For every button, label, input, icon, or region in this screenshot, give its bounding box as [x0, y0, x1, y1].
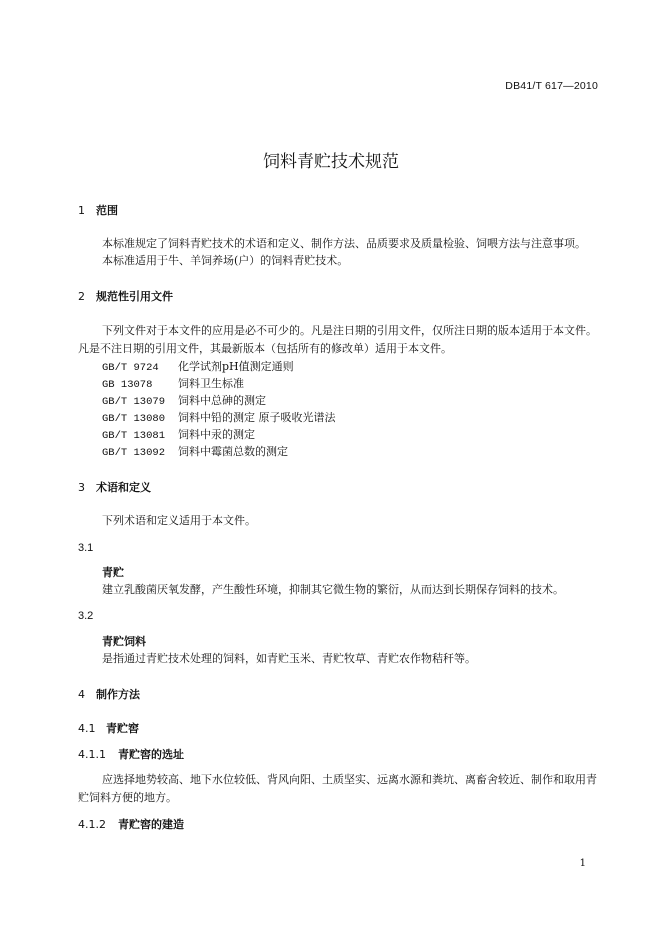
section-title: 制作方法 — [96, 688, 140, 701]
reference-code: GB/T 13080 — [102, 413, 166, 425]
section-title: 范围 — [96, 204, 118, 217]
section-1-paragraph-1: 本标准规定了饲料青贮技术的术语和定义、制作方法、品质要求及质量检验、饲喂方法与注意事项。 — [102, 237, 586, 250]
subsection-4-1-2-heading — [78, 816, 184, 832]
reference-code: GB/T 13079 — [102, 396, 166, 408]
subsection-title: 青贮窖的建造 — [118, 818, 184, 831]
document-title: 饲料青贮技术规范 — [263, 152, 399, 172]
subsection-title: 青贮窖的选址 — [118, 748, 184, 761]
section-4-heading — [78, 686, 140, 702]
section-title: 规范性引用文件 — [96, 290, 173, 303]
page-number: 1 — [579, 858, 586, 869]
section-number: 2 — [78, 290, 85, 303]
reference-code: GB/T 9724 — [102, 362, 159, 374]
section-3-heading — [78, 479, 151, 495]
reference-code: GB/T 13092 — [102, 447, 166, 459]
subsection-4-1-heading — [78, 720, 139, 736]
subsection-title: 青贮窖 — [106, 722, 139, 735]
term-definition: 是指通过青贮技术处理的饲料，如青贮玉米、青贮牧草、青贮农作物秸秆等。 — [102, 652, 476, 665]
reference-item — [102, 375, 244, 391]
section-3-paragraph-1: 下列术语和定义适用于本文件。 — [102, 514, 256, 527]
reference-item — [102, 392, 266, 408]
section-2-heading — [78, 288, 173, 304]
subsection-number: 4.1.1 — [78, 748, 106, 761]
reference-name: 饲料卫生标准 — [178, 377, 244, 390]
section-number: 3 — [78, 481, 85, 494]
section-1-paragraph-2: 本标准适用于牛、羊饲养场(户）的饲料青贮技术。 — [102, 254, 349, 267]
term-definition: 建立乳酸菌厌氧发酵，产生酸性环境，抑制其它微生物的繁衍，从而达到长期保存饲料的技术。 — [102, 583, 564, 596]
reference-code: GB/T 13081 — [102, 430, 166, 442]
section-number: 1 — [78, 204, 85, 217]
subsection-4-1-1-paragraph: 应选择地势较高、地下水位较低、背风向阳、土质坚实、远离水源和粪坑、离畜舍较近、制作和取用青贮饲料方便的地方。 — [78, 773, 597, 804]
standard-code: DB41/T 617—2010 — [505, 80, 598, 92]
reference-item — [102, 426, 255, 442]
reference-item — [102, 358, 294, 374]
term-number: 3.1 — [78, 542, 94, 554]
reference-name: 饲料中霉菌总数的测定 — [178, 445, 288, 458]
reference-name: 化学试剂pH值测定通则 — [178, 360, 294, 373]
subsection-number: 4.1.2 — [78, 818, 106, 831]
section-1-heading — [78, 202, 118, 218]
section-title: 术语和定义 — [96, 481, 151, 494]
subsection-number: 4.1 — [78, 722, 96, 735]
reference-code: GB 13078 — [102, 379, 153, 391]
reference-name: 饲料中总砷的测定 — [178, 394, 266, 407]
reference-item — [102, 409, 336, 425]
section-2-paragraph-1: 下列文件对于本文件的应用是必不可少的。凡是注日期的引用文件，仅所注日期的版本适用于本文件。凡是不注日期的引用文件，其最新版本（包括所有的修改单）适用于本文件。 — [78, 324, 597, 355]
subsection-4-1-1-heading — [78, 746, 184, 762]
term-name: 青贮饲料 — [102, 635, 146, 648]
term-name: 青贮 — [102, 566, 124, 579]
reference-name: 饲料中汞的测定 — [178, 428, 255, 441]
reference-name: 饲料中铅的测定 原子吸收光谱法 — [178, 411, 336, 424]
section-number: 4 — [78, 688, 85, 701]
reference-item — [102, 443, 288, 459]
term-number: 3.2 — [78, 610, 94, 622]
